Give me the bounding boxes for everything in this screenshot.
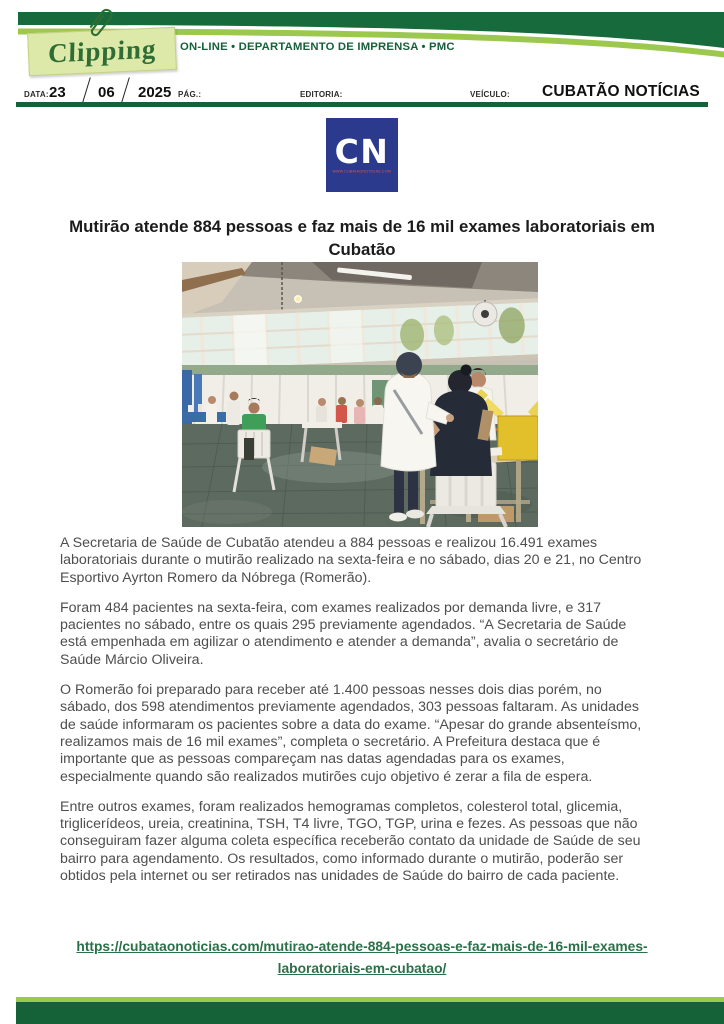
cn-logo bbox=[326, 118, 398, 192]
article-photo bbox=[182, 262, 538, 527]
source-link-wrap bbox=[55, 936, 669, 980]
article-paragraph: O Romerão foi preparado para receber até 1.400 pessoas nesses dois dias porém, no sábado, dos 598 atendimentos previamente agendados, 303 pessoas faltaram. As unidades de saúde informaram os pacientes sobre a data do exame. “Apesar do grande absenteísmo, realizamos mais de 16 mil exames”, completa o secretário. A Prefeitura destaca que é importante que as pessoas compareçam nas datas agendadas para os exames, especialmente quando são realizados mutirões cujo objetivo é zerar a fila de espera. bbox=[60, 682, 642, 785]
date-year: 2025 bbox=[138, 84, 172, 101]
article-paragraph: A Secretaria de Saúde de Cubatão atendeu a 884 pessoas e realizou 16.491 exames laboratoriais durante o mutirão realizado na sexta-feira e no sábado, dias 20 e 21, no Centro Esportivo Ayrton Romero da Nóbrega (Romerão). bbox=[60, 535, 642, 586]
date-separator bbox=[82, 77, 91, 102]
cn-logo-initials: CN bbox=[334, 132, 390, 171]
date-label: DATA: bbox=[24, 90, 49, 99]
article-paragraph: Foram 484 pacientes na sexta-feira, com exames realizados por demanda livre, e 317 pacientes no sábado, entre os quais 295 previamente agendados. “A Secretaria de Saúde está empenhada em agilizar o atendimento e atender a demanda”, avalia o secretário de Saúde Márcio Oliveira. bbox=[60, 599, 627, 668]
header-divider-rule bbox=[16, 102, 708, 107]
editorial-label: EDITORIA: bbox=[300, 90, 343, 99]
brand-title: Clipping bbox=[47, 33, 157, 69]
vehicle-value: CUBATÃO NOTÍCIAS bbox=[542, 83, 700, 100]
vehicle-label: VEÍCULO: bbox=[470, 90, 510, 99]
source-link[interactable]: https://cubataonoticias.com/mutirao-atende-884-pessoas-e-faz-mais-de-16-mil-exames-laboratoriais-em-cubatao/ bbox=[76, 939, 648, 976]
date-month: 06 bbox=[98, 84, 115, 101]
date-separator bbox=[121, 77, 130, 102]
page-label: PÁG.: bbox=[178, 90, 202, 99]
photo-blue-table bbox=[182, 412, 226, 422]
article-headline: Mutirão atende 884 pessoas e faz mais de 16 mil exames laboratoriais em Cubatão bbox=[69, 217, 655, 260]
cn-logo-website: WWW.CUBATAONOTICIAS.COM bbox=[332, 170, 392, 174]
date-day: 23 bbox=[49, 84, 66, 101]
article-body bbox=[60, 535, 648, 898]
article-paragraph: Entre outros exames, foram realizados hemogramas completos, colesterol total, glicemia, triglicerídeos, ureia, creatinina, TSH, T4 livre, TGO, TGP, urina e fezes. As pessoas que não conseguiram fazer alguma coleta específica receberão contato da unidade de Saúde de seu bairro para agendamento. Os resultados, como informado durante o mutirão, poderão ser obtidos pela internet ou ser retirados nas unidades de Saúde do bairro de cada paciente. bbox=[60, 798, 641, 885]
footer-dark-bar bbox=[16, 1002, 724, 1024]
header-subtitle: ON-LINE • DEPARTAMENTO DE IMPRENSA • PMC bbox=[180, 41, 455, 53]
